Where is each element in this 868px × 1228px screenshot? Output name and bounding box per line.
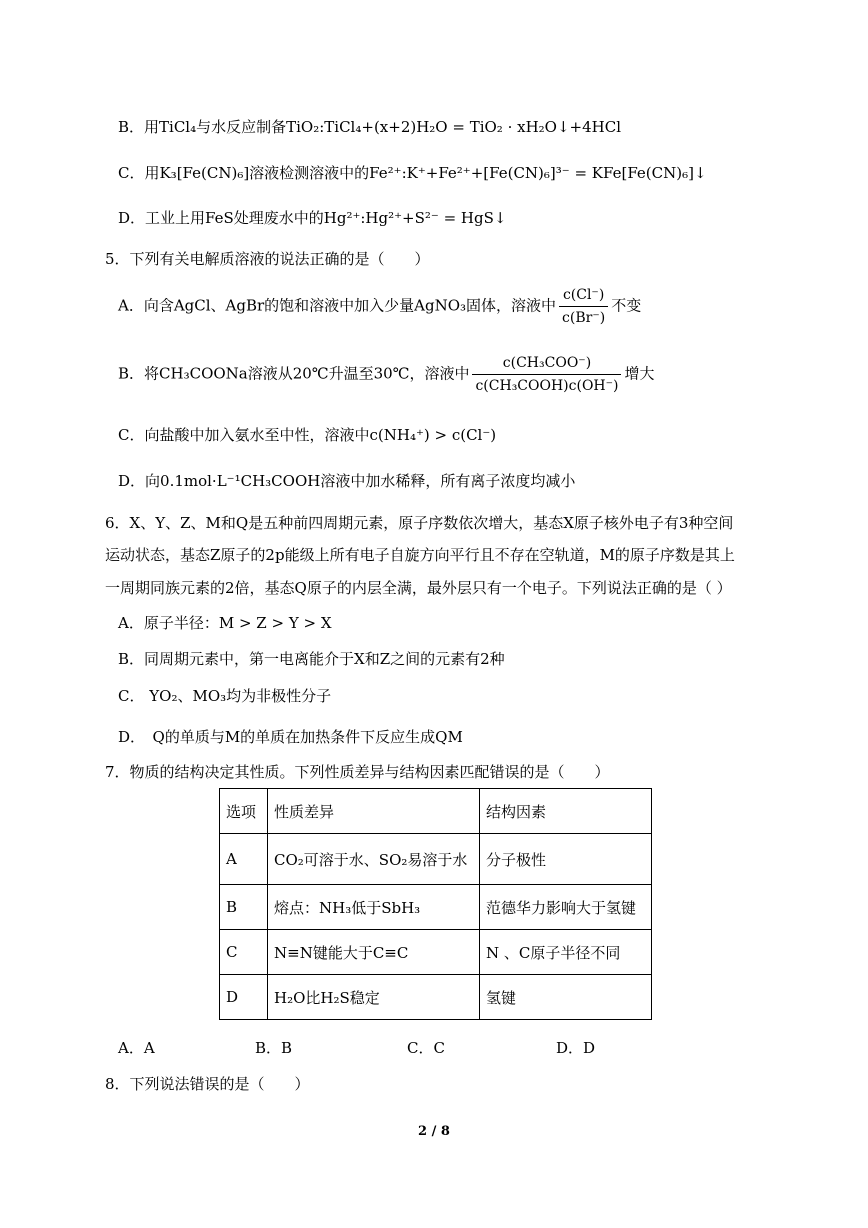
table-cell: D	[220, 975, 268, 1020]
q6-option-c: C． YO₂、MO₃均为非极性分子	[118, 687, 332, 705]
table-header-cell: 性质差异	[268, 789, 480, 834]
table-cell: CO₂可溶于水、SO₂易溶于水	[268, 834, 480, 885]
q6-option-a: A．原子半径：M > Z > Y > X	[118, 614, 332, 632]
table-cell: C	[220, 930, 268, 975]
table-cell: 分子极性	[480, 834, 652, 885]
q5-option-b-denominator: c(CH₃COOH)c(OH⁻)	[475, 378, 619, 394]
q5-option-b-text: B．将CH₃COONa溶液从20℃升温至30℃，溶液中	[118, 364, 470, 383]
q5-option-b	[118, 354, 655, 395]
q5-option-a	[118, 286, 641, 327]
q5-option-b-suffix: 增大	[624, 364, 655, 383]
q5-option-b-fraction	[472, 354, 621, 395]
q4-option-b: B．用TiCl₄与水反应制备TiO₂:TiCl₄+(x+2)H₂O = TiO₂ · xH₂O↓+4HCl	[118, 118, 622, 136]
q7-option-b: B．B	[255, 1039, 293, 1057]
q6-stem-line-2: 运动状态，基态Z原子的2p能级上所有电子自旋方向平行且不存在空轨道，M的原子序数是其上	[105, 546, 735, 564]
q5-option-a-denominator: c(Br⁻)	[562, 310, 606, 326]
q4-option-d: D．工业上用FeS处理废水中的Hg²⁺:Hg²⁺+S²⁻ = HgS↓	[118, 209, 507, 227]
q7-option-d: D．D	[556, 1039, 596, 1057]
q5-option-b-numerator: c(CH₃COO⁻)	[472, 354, 621, 375]
q7-table	[219, 788, 652, 1020]
q6-stem-line-3: 一周期同族元素的2倍，基态Q原子的内层全满，最外层只有一个电子。下列说法正确的是（ ）	[105, 579, 732, 597]
table-row	[220, 975, 652, 1020]
table-header-row	[220, 789, 652, 834]
q5-option-a-text: A．向含AgCl、AgBr的饱和溶液中加入少量AgNO₃固体，溶液中	[118, 296, 557, 315]
table-header-cell: 结构因素	[480, 789, 652, 834]
q7-stem: 7．物质的结构决定其性质。下列性质差异与结构因素匹配错误的是（ ）	[105, 763, 610, 781]
table-header-cell: 选项	[220, 789, 268, 834]
q7-option-c: C．C	[407, 1039, 445, 1057]
q6-option-b: B．同周期元素中，第一电离能介于X和Z之间的元素有2种	[118, 650, 505, 668]
table-cell: N 、C原子半径不同	[480, 930, 652, 975]
q7-option-a: A．A	[118, 1039, 155, 1057]
q6-stem-line-1: 6．X、Y、Z、M和Q是五种前四周期元素，原子序数依次增大，基态X原子核外电子有3种空间	[105, 514, 734, 532]
table-cell: 氢键	[480, 975, 652, 1020]
q6-option-d: D． Q的单质与M的单质在加热条件下反应生成QM	[118, 728, 463, 746]
table-cell: A	[220, 834, 268, 885]
table-cell: B	[220, 885, 268, 930]
q5-option-c: C．向盐酸中加入氨水至中性，溶液中c(NH₄⁺) > c(Cl⁻)	[118, 426, 497, 444]
q8-stem: 8．下列说法错误的是（ ）	[105, 1075, 310, 1093]
table-row	[220, 834, 652, 885]
q5-stem: 5．下列有关电解质溶液的说法正确的是（ ）	[105, 250, 430, 268]
q5-option-a-suffix: 不变	[611, 296, 642, 315]
table-cell: 范德华力影响大于氢键	[480, 885, 652, 930]
table-cell: N≡N键能大于C≡C	[268, 930, 480, 975]
q5-option-a-fraction	[559, 286, 608, 327]
q5-option-d: D．向0.1mol·L⁻¹CH₃COOH溶液中加水稀释，所有离子浓度均减小	[118, 472, 576, 490]
table-row	[220, 930, 652, 975]
q4-option-c: C．用K₃[Fe(CN)₆]溶液检测溶液中的Fe²⁺:K⁺+Fe²⁺+[Fe(CN)₆]³⁻ = KFe[Fe(CN)₆]↓	[118, 164, 707, 182]
table-cell: 熔点：NH₃低于SbH₃	[268, 885, 480, 930]
page-number: 2 / 8	[418, 1124, 450, 1139]
table-cell: H₂O比H₂S稳定	[268, 975, 480, 1020]
q5-option-a-numerator: c(Cl⁻)	[559, 286, 608, 307]
table-row	[220, 885, 652, 930]
